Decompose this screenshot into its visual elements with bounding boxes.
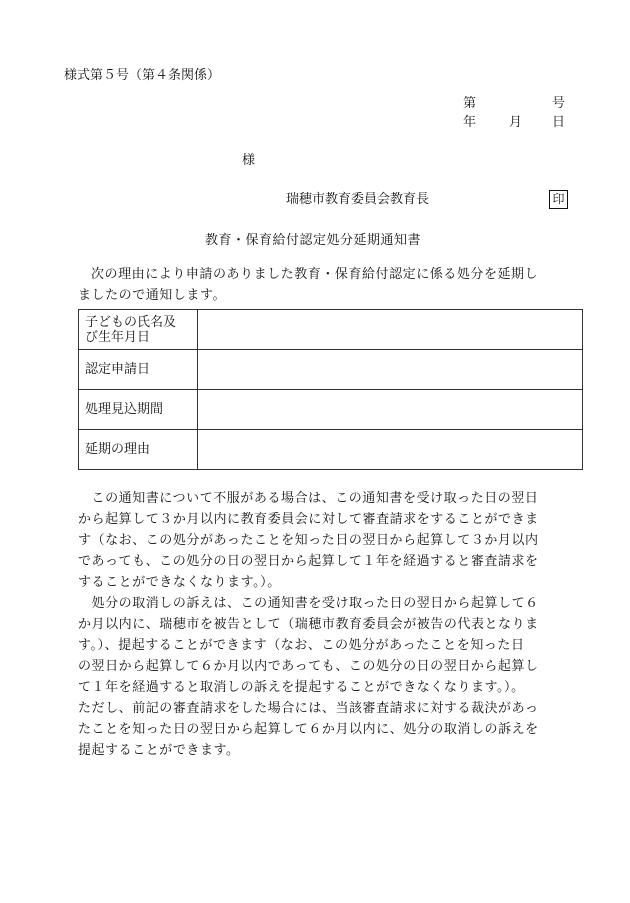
- date-year-label: 年: [463, 115, 477, 130]
- table-row: [79, 430, 583, 470]
- value-cell-child-name-birthdate: [198, 310, 583, 350]
- intro-text-line: 次の理由により申請のありました教育・保育給付認定に係る処分を延期し: [91, 267, 539, 282]
- intro-text-line: ましたので通知します。: [78, 288, 227, 303]
- label-line: び生年月日: [85, 329, 151, 345]
- issuer-name: 瑞穂市教育委員会教育長: [286, 192, 430, 207]
- row-label-child-name-birthdate: [79, 310, 198, 350]
- label-line: 処理見込期間: [85, 402, 164, 417]
- form-number-label: 様式第５号（第４条関係）: [64, 68, 221, 83]
- document-title: 教育・保育給付認定処分延期通知書: [205, 233, 422, 248]
- label-line: 延期の理由: [85, 442, 151, 457]
- notice-line: することができなくなります。）。: [78, 575, 281, 590]
- notice-line: から起算して３か月以内に教育委員会に対して審査請求をすることができま: [78, 512, 539, 527]
- table-row: [79, 390, 583, 430]
- info-table: [78, 309, 583, 470]
- notice-line: す。）、提起することができます（なお、この処分があったことを知った日: [78, 638, 525, 653]
- value-cell-processing-period: [198, 390, 583, 430]
- notice-line: ただし、前記の審査請求をした場合には、当該審査請求に対する裁決があっ: [78, 701, 539, 716]
- notice-line: であっても、この処分の日の翌日から起算して１年を経過すると審査請求を: [78, 554, 539, 569]
- date-day-label: 日: [552, 115, 566, 130]
- value-cell-delay-reason: [198, 430, 583, 470]
- notice-line: 提起することができます。: [78, 743, 240, 758]
- notice-line: たことを知った日の翌日から起算して６か月以内に、処分の取消しの訴えを: [78, 722, 539, 737]
- row-label-delay-reason: [79, 430, 198, 470]
- table-row: [79, 350, 583, 390]
- notice-line: か月以内に、瑞穂市を被告として（瑞穂市教育委員会が被告の代表となりま: [78, 617, 539, 632]
- document-number-suffix: 号: [552, 96, 566, 111]
- row-label-application-date: [79, 350, 198, 390]
- row-label-processing-period: [79, 390, 198, 430]
- notice-line: 処分の取消しの訴えは、この通知書を受け取った日の翌日から起算して６: [78, 596, 539, 611]
- notice-line: す（なお、この処分があったことを知った日の翌日から起算して３か月以内: [78, 533, 539, 548]
- label-line: 認定申請日: [85, 362, 151, 377]
- recipient-honorific: 様: [242, 153, 256, 168]
- document-number-prefix: 第: [463, 96, 477, 111]
- date-month-label: 月: [509, 115, 523, 130]
- value-cell-application-date: [198, 350, 583, 390]
- table-row: [79, 310, 583, 350]
- seal-stamp: 印: [549, 190, 568, 209]
- notice-line: て１年を経過すると取消しの訴えを提起することができなくなります。）。: [78, 680, 525, 695]
- label-line: 子どもの氏名及: [85, 314, 177, 330]
- notice-line: この通知書について不服がある場合は、この通知書を受け取った日の翌日: [78, 491, 539, 506]
- notice-line: の翌日から起算して６か月以内であっても、この処分の日の翌日から起算し: [78, 659, 539, 674]
